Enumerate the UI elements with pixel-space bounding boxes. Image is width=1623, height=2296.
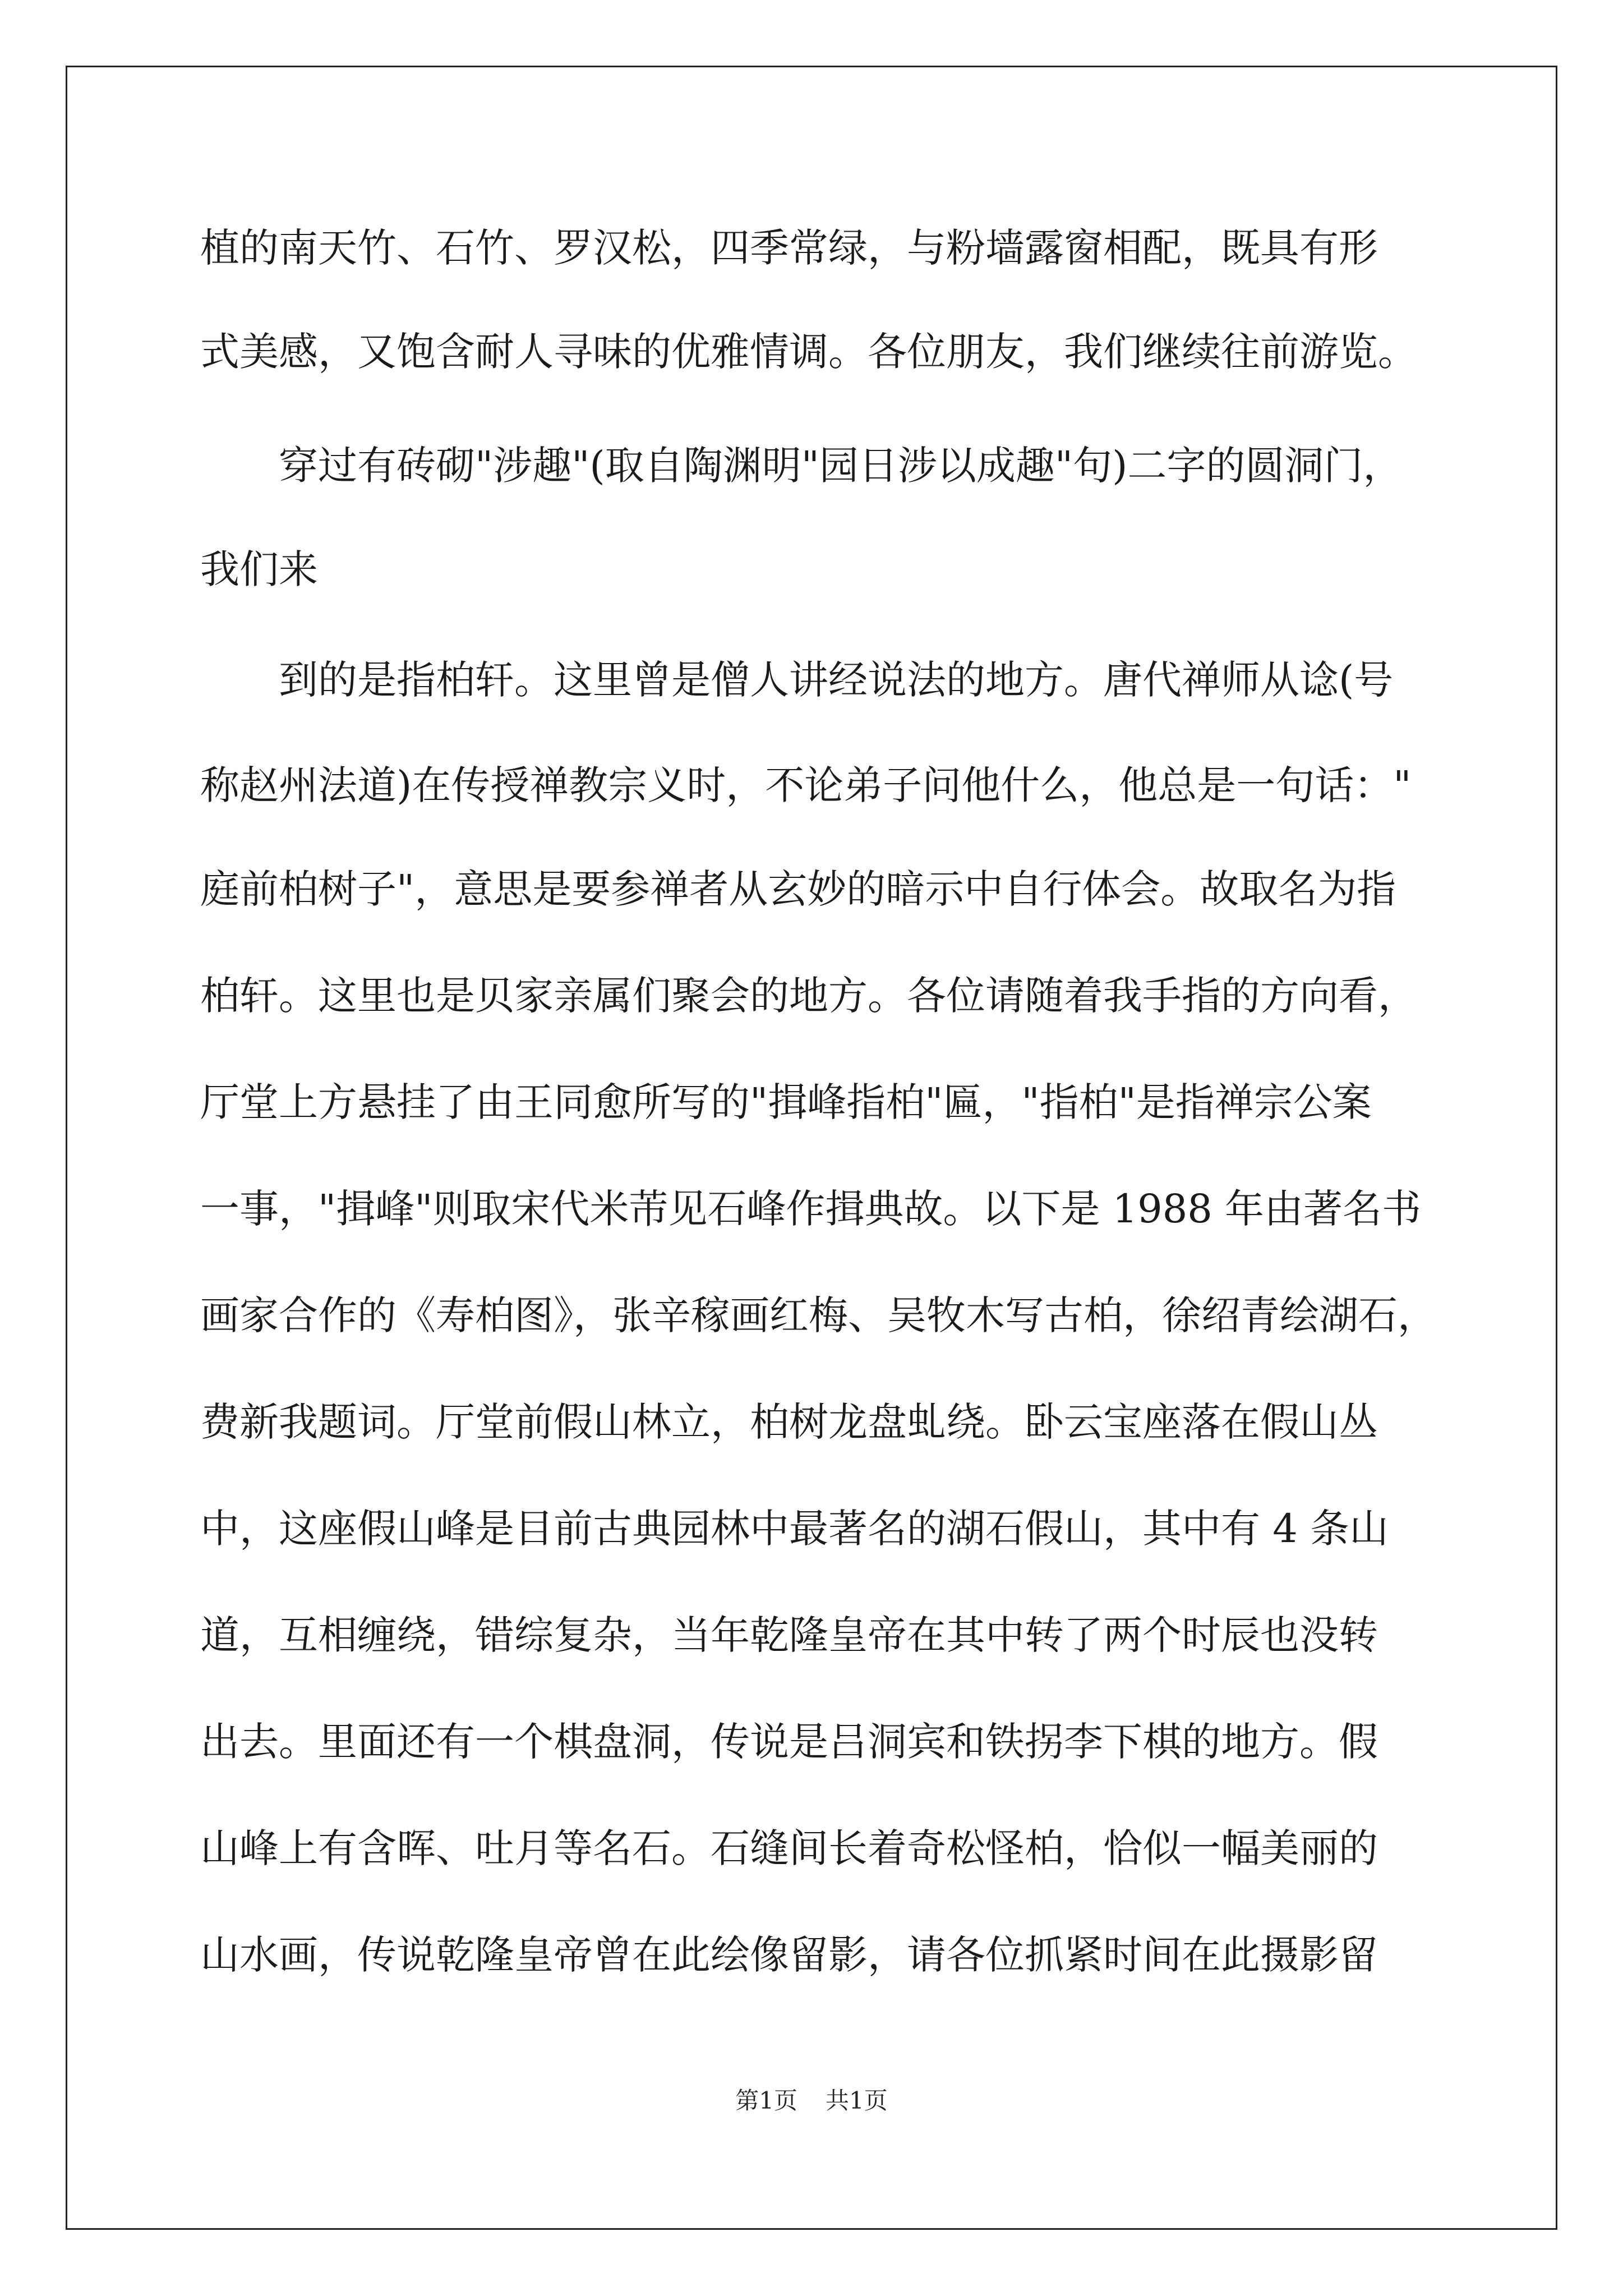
text-line: 庭前柏树子"，意思是要参禅者从玄妙的暗示中自行体会。故取名为指 bbox=[200, 866, 1396, 912]
text-line: 费新我题词。厅堂前假山林立，柏树龙盘虬绕。卧云宝座落在假山丛 bbox=[200, 1399, 1378, 1445]
text-line: 式美感，又饱含耐人寻味的优雅情调。各位朋友，我们继续往前游览。 bbox=[200, 329, 1417, 375]
page-number: 第1页 bbox=[735, 2087, 797, 2114]
page-total: 共1页 bbox=[826, 2087, 888, 2114]
text-line: 山峰上有含晖、吐月等名石。石缝间长着奇松怪柏，恰似一幅美丽的 bbox=[200, 1825, 1378, 1871]
text-line: 柏轩。这里也是贝家亲属们聚会的地方。各位请随着我手指的方向看， bbox=[200, 973, 1417, 1019]
text-line: 到的是指柏轩。这里曾是僧人讲经说法的地方。唐代禅师从谂(号 bbox=[200, 657, 1394, 703]
text-line: 称赵州法道)在传授禅教宗义时，不论弟子问他什么，他总是一句话：" bbox=[200, 762, 1412, 808]
page-footer bbox=[0, 2084, 1623, 2118]
text-line: 山水画，传说乾隆皇帝曾在此绘像留影，请各位抓紧时间在此摄影留 bbox=[200, 1932, 1378, 1978]
text-line: 画家合作的《寿柏图》，张辛稼画红梅、吴牧木写古柏，徐绍青绘湖石， bbox=[200, 1292, 1437, 1338]
text-line: 中，这座假山峰是目前古典园林中最著名的湖石假山，其中有 4 条山 bbox=[200, 1506, 1389, 1552]
text-line: 道，互相缠绕，错综复杂，当年乾隆皇帝在其中转了两个时辰也没转 bbox=[200, 1612, 1378, 1658]
text-line: 厅堂上方悬挂了由王同愈所写的"揖峰指柏"匾，"指柏"是指禅宗公案 bbox=[200, 1079, 1372, 1125]
text-line: 我们来 bbox=[200, 546, 318, 592]
page-border bbox=[66, 66, 1557, 2230]
text-line: 一事，"揖峰"则取宋代米芾见石峰作揖典故。以下是 1988 年由著名书 bbox=[200, 1186, 1422, 1232]
text-line: 植的南天竹、石竹、罗汉松，四季常绿，与粉墙露窗相配，既具有形 bbox=[200, 225, 1378, 271]
text-line: 穿过有砖砌"涉趣"(取自陶渊明"园日涉以成趣"句)二字的圆洞门， bbox=[200, 443, 1403, 489]
text-line: 出去。里面还有一个棋盘洞，传说是吕洞宾和铁拐李下棋的地方。假 bbox=[200, 1719, 1378, 1765]
